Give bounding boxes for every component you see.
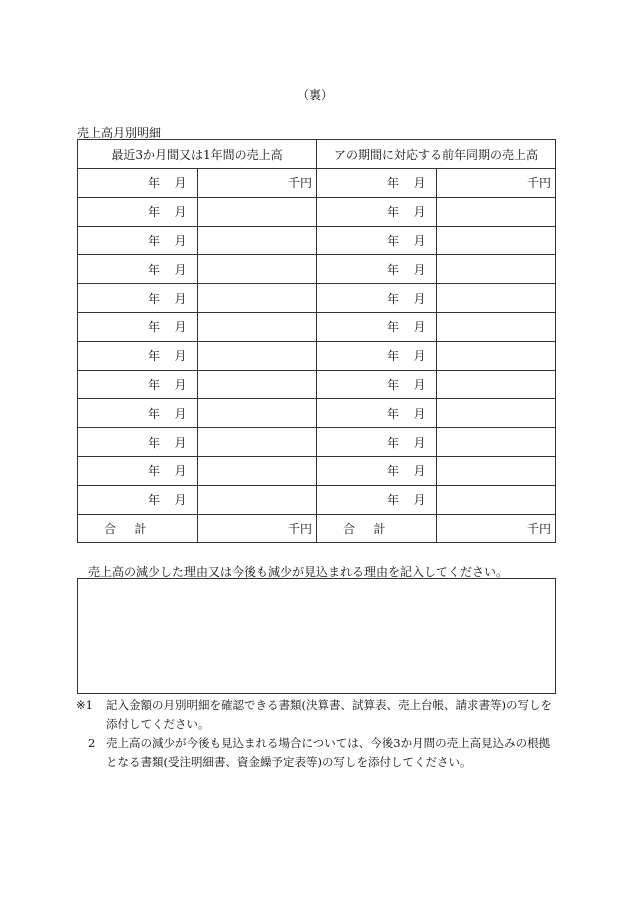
left-amount[interactable] xyxy=(197,456,317,485)
month-label: 月 xyxy=(413,233,426,248)
year-label: 年 xyxy=(387,291,400,306)
left-amount[interactable] xyxy=(197,399,317,428)
year-label: 年 xyxy=(148,262,161,277)
table-row xyxy=(78,284,556,313)
right-amount[interactable] xyxy=(436,197,556,226)
month-label: 月 xyxy=(174,262,187,277)
year-label: 年 xyxy=(387,205,400,220)
right-amount[interactable] xyxy=(436,255,556,284)
year-label: 年 xyxy=(387,262,400,277)
left-amount[interactable] xyxy=(197,341,317,370)
year-label: 年 xyxy=(387,406,400,421)
right-year-month xyxy=(317,312,437,341)
left-year-month xyxy=(78,312,198,341)
right-year-month xyxy=(317,399,437,428)
table-row xyxy=(78,370,556,399)
year-label: 年 xyxy=(387,464,400,479)
left-amount[interactable] xyxy=(197,255,317,284)
month-label: 月 xyxy=(413,493,426,508)
right-amount[interactable] xyxy=(436,485,556,514)
total-char-1: 合 xyxy=(343,521,356,536)
year-label: 年 xyxy=(148,435,161,450)
month-label: 月 xyxy=(413,435,426,450)
right-year-month xyxy=(317,428,437,457)
right-total-amount[interactable]: 千円 xyxy=(436,514,556,543)
total-row xyxy=(78,514,556,543)
right-year-month xyxy=(317,197,437,226)
note-text: 記入金額の月別明細を確認できる書類(決算書、試算表、売上台帳、請求書等)の写しを添付してください。 xyxy=(106,698,552,731)
left-year-month xyxy=(78,284,198,313)
left-year-month xyxy=(78,169,198,198)
right-year-month xyxy=(317,341,437,370)
left-year-month xyxy=(78,197,198,226)
month-label: 月 xyxy=(174,291,187,306)
total-char-2: 計 xyxy=(134,521,147,536)
left-year-month xyxy=(78,399,198,428)
year-label: 年 xyxy=(387,377,400,392)
table-row xyxy=(78,341,556,370)
note-item xyxy=(76,734,560,772)
left-year-month xyxy=(78,341,198,370)
month-label: 月 xyxy=(174,377,187,392)
table-row xyxy=(78,197,556,226)
left-amount[interactable] xyxy=(197,197,317,226)
right-amount[interactable] xyxy=(436,428,556,457)
year-label: 年 xyxy=(148,320,161,335)
notes xyxy=(76,696,560,772)
left-amount[interactable] xyxy=(197,312,317,341)
month-label: 月 xyxy=(413,176,426,191)
table-row xyxy=(78,255,556,284)
left-total-amount[interactable]: 千円 xyxy=(197,514,317,543)
year-label: 年 xyxy=(148,291,161,306)
year-label: 年 xyxy=(148,233,161,248)
left-amount[interactable] xyxy=(197,485,317,514)
month-label: 月 xyxy=(174,493,187,508)
month-label: 月 xyxy=(174,176,187,191)
month-label: 月 xyxy=(413,349,426,364)
left-amount[interactable] xyxy=(197,226,317,255)
right-year-month xyxy=(317,370,437,399)
left-year-month xyxy=(78,226,198,255)
reason-label: 売上高の減少した理由又は今後も減少が見込まれる理由を記入してください。 xyxy=(88,565,509,579)
month-label: 月 xyxy=(413,262,426,277)
month-label: 月 xyxy=(413,320,426,335)
left-period-header: 最近3か月間又は1年間の売上高 xyxy=(78,140,317,169)
table-row xyxy=(78,428,556,457)
year-label: 年 xyxy=(148,377,161,392)
year-label: 年 xyxy=(387,176,400,191)
right-amount[interactable] xyxy=(436,312,556,341)
left-amount[interactable]: 千円 xyxy=(197,169,317,198)
right-year-month xyxy=(317,485,437,514)
reason-textbox[interactable] xyxy=(77,578,556,694)
note-item xyxy=(76,696,560,734)
left-amount[interactable] xyxy=(197,428,317,457)
month-label: 月 xyxy=(174,233,187,248)
month-label: 月 xyxy=(174,349,187,364)
table-row xyxy=(78,312,556,341)
year-label: 年 xyxy=(148,464,161,479)
total-char-2: 計 xyxy=(373,521,386,536)
right-year-month xyxy=(317,226,437,255)
section-title: 売上高月別明細 xyxy=(77,126,162,140)
left-year-month xyxy=(78,255,198,284)
right-year-month xyxy=(317,456,437,485)
year-label: 年 xyxy=(148,406,161,421)
monthly-sales-table xyxy=(77,139,556,543)
table-row xyxy=(78,226,556,255)
month-label: 月 xyxy=(174,435,187,450)
right-amount[interactable] xyxy=(436,341,556,370)
year-label: 年 xyxy=(387,349,400,364)
month-label: 月 xyxy=(413,377,426,392)
right-amount[interactable] xyxy=(436,226,556,255)
note-mark: ※1 xyxy=(76,698,93,712)
month-label: 月 xyxy=(413,291,426,306)
month-label: 月 xyxy=(413,205,426,220)
right-amount[interactable] xyxy=(436,456,556,485)
page-title: （裏） xyxy=(296,88,333,102)
note-text: 売上高の減少が今後も見込まれる場合については、今後3か月間の売上高見込みの根拠となる書類(受注明細書、資金繰予定表等)の写しを添付してください。 xyxy=(106,736,551,769)
month-label: 月 xyxy=(174,320,187,335)
right-amount[interactable] xyxy=(436,284,556,313)
left-year-month xyxy=(78,485,198,514)
right-amount[interactable] xyxy=(436,370,556,399)
right-year-month xyxy=(317,255,437,284)
table-row xyxy=(78,399,556,428)
year-label: 年 xyxy=(148,176,161,191)
right-amount[interactable]: 千円 xyxy=(436,169,556,198)
year-label: 年 xyxy=(148,205,161,220)
month-label: 月 xyxy=(174,464,187,479)
right-year-month xyxy=(317,169,437,198)
month-label: 月 xyxy=(413,464,426,479)
year-label: 年 xyxy=(148,349,161,364)
year-label: 年 xyxy=(387,233,400,248)
right-year-month xyxy=(317,284,437,313)
left-year-month xyxy=(78,370,198,399)
left-year-month xyxy=(78,456,198,485)
month-label: 月 xyxy=(413,406,426,421)
left-amount[interactable] xyxy=(197,284,317,313)
month-label: 月 xyxy=(174,406,187,421)
table-row xyxy=(78,456,556,485)
left-year-month xyxy=(78,428,198,457)
table-row xyxy=(78,169,556,198)
table-row xyxy=(78,485,556,514)
month-label: 月 xyxy=(174,205,187,220)
total-label xyxy=(78,514,198,543)
note-mark: 2 xyxy=(88,736,96,750)
year-label: 年 xyxy=(387,320,400,335)
year-label: 年 xyxy=(387,435,400,450)
right-amount[interactable] xyxy=(436,399,556,428)
right-period-header: アの期間に対応する前年同期の売上高 xyxy=(317,140,556,169)
year-label: 年 xyxy=(387,493,400,508)
year-label: 年 xyxy=(148,493,161,508)
total-label xyxy=(317,514,437,543)
left-amount[interactable] xyxy=(197,370,317,399)
total-char-1: 合 xyxy=(104,521,117,536)
